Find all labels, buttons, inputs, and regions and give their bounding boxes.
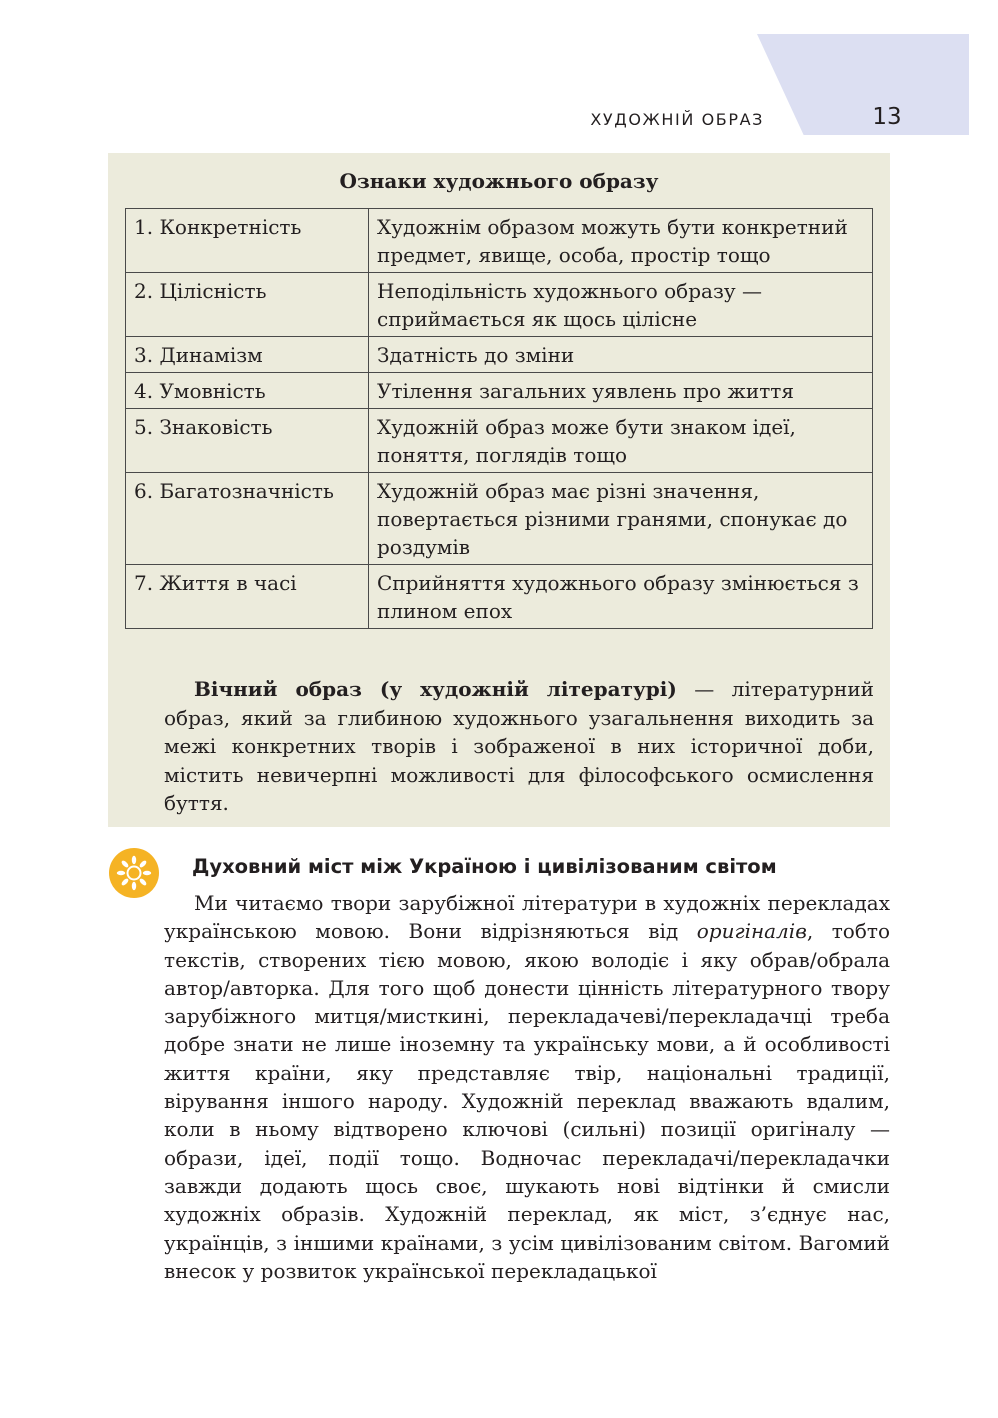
table-row bbox=[126, 473, 873, 565]
definition-term: Вічний образ (у художній літературі) bbox=[194, 677, 677, 701]
term-cell: 2. Цілісність bbox=[126, 273, 369, 337]
table-row bbox=[126, 209, 873, 273]
description-cell: Сприйняття художнього образу змінюється з плином епох bbox=[369, 565, 873, 629]
description-cell: Здатність до зміни bbox=[369, 337, 873, 373]
term-cell: 1. Конкретність bbox=[126, 209, 369, 273]
table-row bbox=[126, 409, 873, 473]
section-heading: Духовний міст між Україною і цивілізованим світом bbox=[192, 855, 777, 878]
term-cell: 4. Умовність bbox=[126, 373, 369, 409]
term-cell: 7. Життя в часі bbox=[126, 565, 369, 629]
description-cell: Художній образ може бути знаком ідеї, поняття, поглядів тощо bbox=[369, 409, 873, 473]
definition-panel bbox=[108, 153, 890, 827]
term-cell: 6. Багатозначність bbox=[126, 473, 369, 565]
description-cell: Художнім образом можуть бути конкретний предмет, явище, особа, простір тощо bbox=[369, 209, 873, 273]
table-row bbox=[126, 337, 873, 373]
description-cell: Утілення загальних уявлень про життя bbox=[369, 373, 873, 409]
term-cell: 5. Знаковість bbox=[126, 409, 369, 473]
table-row bbox=[126, 273, 873, 337]
paragraph-text: , тобто текстів, створених тією мовою, якою володіє і яку обрав/обрала автор/авторка. Для того щоб донести цінність літературного твору зарубіжного митця/мисткині, перекладачеві/перекладачці треба добре знати не лише іноземну та українську мови, а й особливості життя країни, яку представляє твір, національні традиції, вірування іншого народу. Художній переклад вважають вдалим, коли в ньому відтворено ключові (сильні) позиції оригіналу — образи, ідеї, події тощо. Водночас перекладачі/перекладачки завжди додають щось своє, шукають нові відтінки й смисли художніх образів. Художній переклад, як міст, з’єднує нас, українців, з іншими країнами, з усім цивілізованим світом. Вагомий внесок у розвиток української перекладацької bbox=[164, 919, 890, 1283]
table-title: Ознаки художнього образу bbox=[339, 169, 659, 193]
running-title: ХУДОЖНІЙ ОБРАЗ bbox=[590, 110, 764, 129]
italic-term: оригіналів bbox=[696, 919, 807, 944]
signs-table bbox=[125, 208, 873, 629]
eternal-image-definition bbox=[164, 675, 874, 818]
table-row bbox=[126, 373, 873, 409]
description-cell: Художній образ має різні значення, повертається різними гранями, спонукає до роздумів bbox=[369, 473, 873, 565]
term-cell: 3. Динамізм bbox=[126, 337, 369, 373]
sun-icon bbox=[108, 847, 160, 899]
description-cell: Неподільність художнього образу — сприймається як щось цілісне bbox=[369, 273, 873, 337]
page-number: 13 bbox=[872, 104, 902, 130]
definition-text: — літературний образ, який за глибиною художнього узагальнення виходить за межі конкретних творів і зображеної в них історичної доби, містить невичерпні можливості для філософського осмислення буття. bbox=[164, 677, 874, 815]
body-paragraph bbox=[164, 889, 890, 1285]
paragraph-text: Ми читаємо твори зарубіжної літератури в художніх перекладах українською мовою. Вони відрізняються від bbox=[164, 891, 890, 944]
table-row bbox=[126, 565, 873, 629]
